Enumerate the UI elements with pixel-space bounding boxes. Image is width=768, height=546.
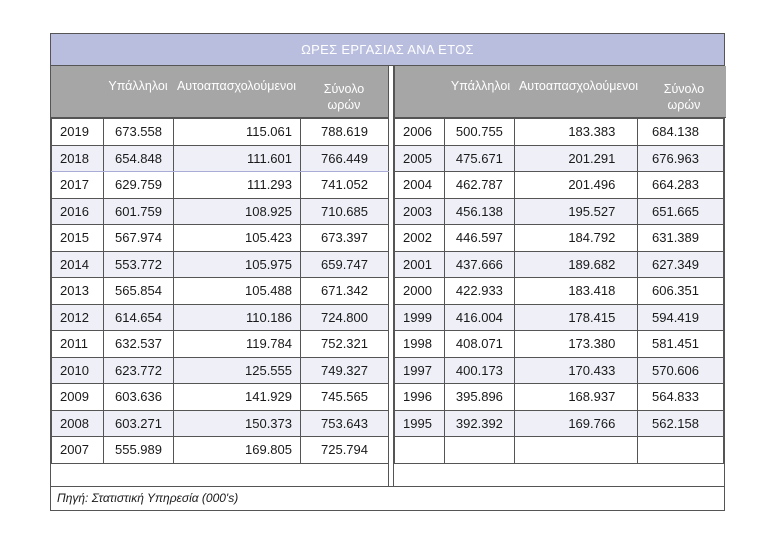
- total-cell: 725.794: [301, 437, 389, 464]
- header-total-line1-right: Σύνολο: [663, 82, 705, 96]
- table-row: [52, 172, 389, 199]
- total-cell: 673.397: [301, 225, 389, 252]
- header-employees: Υπάλληλοι: [108, 79, 168, 93]
- table-row: [52, 437, 389, 464]
- year-cell: 2017: [52, 172, 104, 199]
- table-row: [52, 304, 389, 331]
- year-cell: 2004: [395, 172, 445, 199]
- year-cell: 2002: [395, 225, 445, 252]
- total-cell: 710.685: [301, 198, 389, 225]
- self-employed-cell: 184.792: [515, 225, 638, 252]
- total-cell: 562.158: [638, 410, 724, 437]
- self-employed-cell: 150.373: [174, 410, 301, 437]
- year-cell: [395, 437, 445, 464]
- self-employed-cell: 173.380: [515, 331, 638, 358]
- year-cell: 2000: [395, 278, 445, 305]
- self-employed-cell: 105.975: [174, 251, 301, 278]
- year-cell: 2007: [52, 437, 104, 464]
- table-row: [395, 278, 724, 305]
- self-employed-cell: 141.929: [174, 384, 301, 411]
- year-cell: 2018: [52, 145, 104, 172]
- self-employed-cell: 111.601: [174, 145, 301, 172]
- employees-cell: 632.537: [104, 331, 174, 358]
- self-employed-cell: 178.415: [515, 304, 638, 331]
- header-total-right: [641, 66, 727, 116]
- employees-cell: 603.271: [104, 410, 174, 437]
- total-cell: 766.449: [301, 145, 389, 172]
- year-cell: 2005: [395, 145, 445, 172]
- employees-cell: 456.138: [444, 198, 514, 225]
- employees-cell: 416.004: [444, 304, 514, 331]
- employees-cell: 629.759: [104, 172, 174, 199]
- self-employed-cell: [515, 437, 638, 464]
- self-employed-cell: 169.766: [515, 410, 638, 437]
- self-employed-cell: 115.061: [174, 119, 301, 146]
- self-employed-cell: 105.488: [174, 278, 301, 305]
- total-cell: 631.389: [638, 225, 724, 252]
- total-cell: 581.451: [638, 331, 724, 358]
- employees-cell: 395.896: [444, 384, 514, 411]
- total-cell: 671.342: [301, 278, 389, 305]
- year-cell: 1996: [395, 384, 445, 411]
- table-row: [52, 331, 389, 358]
- source-note: Πηγή: Στατιστική Υπηρεσία (000's): [51, 486, 724, 510]
- employees-cell: 601.759: [104, 198, 174, 225]
- employees-cell: 623.772: [104, 357, 174, 384]
- year-cell: 2019: [52, 119, 104, 146]
- year-cell: 2011: [52, 331, 104, 358]
- total-cell: 753.643: [301, 410, 389, 437]
- total-cell: 745.565: [301, 384, 389, 411]
- header-left: [51, 66, 388, 118]
- table-row: [395, 304, 724, 331]
- employees-cell: 565.854: [104, 278, 174, 305]
- employees-cell: 673.558: [104, 119, 174, 146]
- table-row: [52, 119, 389, 146]
- table-row: [395, 410, 724, 437]
- table-row: [395, 331, 724, 358]
- total-cell: 664.283: [638, 172, 724, 199]
- self-employed-cell: 105.423: [174, 225, 301, 252]
- table-row: [395, 225, 724, 252]
- table-row: [52, 198, 389, 225]
- table-row: [52, 410, 389, 437]
- self-employed-cell: 170.433: [515, 357, 638, 384]
- self-employed-cell: 110.186: [174, 304, 301, 331]
- header-right: [394, 66, 726, 118]
- employees-cell: 500.755: [444, 119, 514, 146]
- total-cell: [638, 437, 724, 464]
- self-employed-cell: 111.293: [174, 172, 301, 199]
- table-row: [395, 384, 724, 411]
- header-self-employed-right: Αυτοαπασχολούμενοι: [518, 79, 639, 93]
- total-cell: 659.747: [301, 251, 389, 278]
- year-cell: 1997: [395, 357, 445, 384]
- table-row: [52, 145, 389, 172]
- employees-cell: 654.848: [104, 145, 174, 172]
- total-cell: 741.052: [301, 172, 389, 199]
- table-right: [394, 118, 724, 464]
- year-cell: 2006: [395, 119, 445, 146]
- year-cell: 2001: [395, 251, 445, 278]
- header-self-employed: Αυτοαπασχολούμενοι: [176, 79, 297, 93]
- self-employed-cell: 195.527: [515, 198, 638, 225]
- employees-cell: 392.392: [444, 410, 514, 437]
- header-total-line2: ωρών: [327, 98, 361, 112]
- table-row: [395, 145, 724, 172]
- year-cell: 2010: [52, 357, 104, 384]
- year-cell: 2014: [52, 251, 104, 278]
- table-row: [395, 172, 724, 199]
- header-total-line1: Σύνολο: [323, 82, 365, 96]
- year-cell: 2003: [395, 198, 445, 225]
- total-cell: 749.327: [301, 357, 389, 384]
- total-cell: 627.349: [638, 251, 724, 278]
- table-row: [52, 251, 389, 278]
- employees-cell: 462.787: [444, 172, 514, 199]
- table-row: [395, 437, 724, 464]
- employees-cell: 400.173: [444, 357, 514, 384]
- employees-cell: 422.933: [444, 278, 514, 305]
- employees-cell: 603.636: [104, 384, 174, 411]
- self-employed-cell: 201.291: [515, 145, 638, 172]
- total-cell: 724.800: [301, 304, 389, 331]
- table-row: [395, 119, 724, 146]
- year-cell: 2016: [52, 198, 104, 225]
- employees-cell: 446.597: [444, 225, 514, 252]
- year-cell: 1999: [395, 304, 445, 331]
- year-cell: 2013: [52, 278, 104, 305]
- header-employees-right: Υπάλληλοι: [450, 79, 511, 93]
- self-employed-cell: 108.925: [174, 198, 301, 225]
- self-employed-cell: 169.805: [174, 437, 301, 464]
- table-row: [52, 278, 389, 305]
- year-cell: 2008: [52, 410, 104, 437]
- employees-cell: [444, 437, 514, 464]
- self-employed-cell: 189.682: [515, 251, 638, 278]
- header-total-line2-right: ωρών: [667, 98, 701, 112]
- total-cell: 606.351: [638, 278, 724, 305]
- table-row: [395, 357, 724, 384]
- table-row: [395, 198, 724, 225]
- hours-table-frame: [50, 33, 725, 511]
- table-row: [395, 251, 724, 278]
- total-cell: 564.833: [638, 384, 724, 411]
- self-employed-cell: 183.383: [515, 119, 638, 146]
- self-employed-cell: 168.937: [515, 384, 638, 411]
- total-cell: 570.606: [638, 357, 724, 384]
- table-row: [52, 357, 389, 384]
- total-cell: 684.138: [638, 119, 724, 146]
- employees-cell: 437.666: [444, 251, 514, 278]
- year-cell: 2015: [52, 225, 104, 252]
- total-cell: 651.665: [638, 198, 724, 225]
- header-total: [300, 66, 388, 116]
- table-row: [52, 225, 389, 252]
- employees-cell: 553.772: [104, 251, 174, 278]
- table-title: ΩΡΕΣ ΕΡΓΑΣΙΑΣ ΑΝΑ ΕΤΟΣ: [51, 34, 724, 66]
- self-employed-cell: 201.496: [515, 172, 638, 199]
- table-left: [51, 118, 389, 464]
- self-employed-cell: 119.784: [174, 331, 301, 358]
- employees-cell: 408.071: [444, 331, 514, 358]
- employees-cell: 555.989: [104, 437, 174, 464]
- year-cell: 1998: [395, 331, 445, 358]
- year-cell: 1995: [395, 410, 445, 437]
- employees-cell: 475.671: [444, 145, 514, 172]
- total-cell: 788.619: [301, 119, 389, 146]
- table-row: [52, 384, 389, 411]
- year-cell: 2012: [52, 304, 104, 331]
- employees-cell: 567.974: [104, 225, 174, 252]
- employees-cell: 614.654: [104, 304, 174, 331]
- year-cell: 2009: [52, 384, 104, 411]
- self-employed-cell: 183.418: [515, 278, 638, 305]
- total-cell: 594.419: [638, 304, 724, 331]
- total-cell: 752.321: [301, 331, 389, 358]
- total-cell: 676.963: [638, 145, 724, 172]
- self-employed-cell: 125.555: [174, 357, 301, 384]
